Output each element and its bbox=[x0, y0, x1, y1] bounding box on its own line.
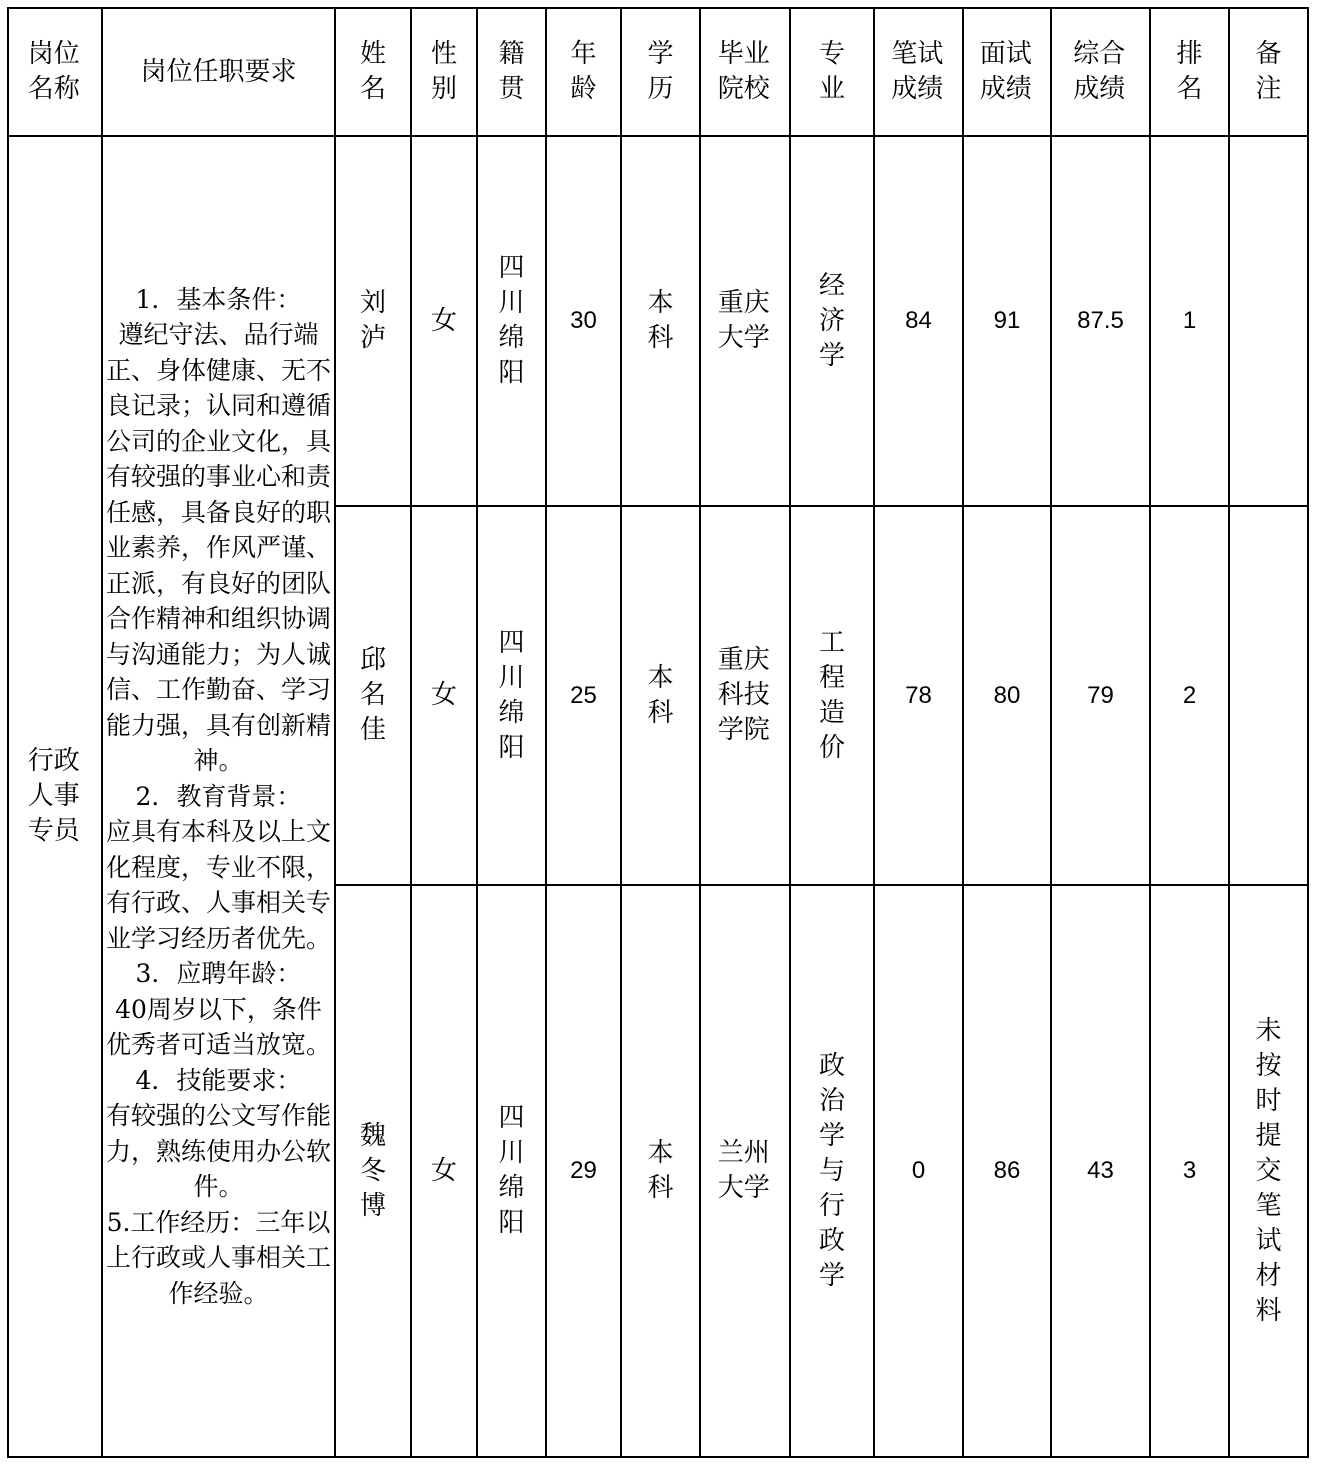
req-basic-text: 遵纪守法、品行端正、身体健康、无不良记录；认同和遵循公司的企业文化，具有较强的事业心和责任感，具备良好的职业素养，作风严谨、正派，有良好的团队合作精神和组织协调与沟通能力；为人诚信、工作勤奋、学习能力强，具有创新精神。 bbox=[105, 320, 331, 776]
cell-rank: 1 bbox=[1150, 136, 1229, 506]
header-education: 学历 bbox=[621, 8, 700, 136]
req-age-title: 3．应聘年龄： bbox=[135, 959, 302, 989]
recruitment-results-table bbox=[7, 7, 1309, 1458]
cell-age: 30 bbox=[546, 136, 621, 506]
header-age: 年龄 bbox=[546, 8, 621, 136]
cell-age: 29 bbox=[546, 885, 621, 1457]
requirements-cell bbox=[102, 136, 335, 1457]
cell-rank: 2 bbox=[1150, 506, 1229, 885]
req-basic-title: 1．基本条件： bbox=[135, 284, 302, 314]
cell-interview-score: 80 bbox=[963, 506, 1051, 885]
cell-name: 刘泸 bbox=[335, 136, 411, 506]
req-skills-text: 有较强的公文写作能力，熟练使用办公软件。 bbox=[105, 1101, 331, 1202]
cell-native-place: 四川绵阳 bbox=[477, 506, 546, 885]
cell-interview-score: 91 bbox=[963, 136, 1051, 506]
cell-major: 政治学与行政学 bbox=[790, 885, 874, 1457]
cell-native-place: 四川绵阳 bbox=[477, 885, 546, 1457]
cell-gender: 女 bbox=[411, 136, 477, 506]
cell-remarks bbox=[1229, 136, 1308, 506]
header-name: 姓名 bbox=[335, 8, 411, 136]
cell-school: 重庆科技学院 bbox=[700, 506, 790, 885]
req-education-title: 2．教育背景： bbox=[135, 781, 302, 811]
cell-major: 经济学 bbox=[790, 136, 874, 506]
header-remarks: 备注 bbox=[1229, 8, 1308, 136]
cell-name: 魏冬博 bbox=[335, 885, 411, 1457]
cell-interview-score: 86 bbox=[963, 885, 1051, 1457]
cell-education: 本科 bbox=[621, 506, 700, 885]
cell-remarks: 未按时提交笔试材料 bbox=[1229, 885, 1308, 1457]
cell-written-score: 78 bbox=[874, 506, 963, 885]
header-total-score: 综合成绩 bbox=[1051, 8, 1150, 136]
table-row bbox=[8, 136, 1308, 506]
cell-rank: 3 bbox=[1150, 885, 1229, 1457]
cell-total-score: 87.5 bbox=[1051, 136, 1150, 506]
header-gender: 性别 bbox=[411, 8, 477, 136]
cell-total-score: 43 bbox=[1051, 885, 1150, 1457]
header-row bbox=[8, 8, 1308, 136]
req-education-text: 应具有本科及以上文化程度，专业不限，有行政、人事相关专业学习经历者优先。 bbox=[105, 817, 331, 953]
header-requirements: 岗位任职要求 bbox=[102, 8, 335, 136]
req-skills-title: 4．技能要求： bbox=[135, 1065, 302, 1095]
cell-written-score: 84 bbox=[874, 136, 963, 506]
cell-education: 本科 bbox=[621, 136, 700, 506]
header-native-place: 籍贯 bbox=[477, 8, 546, 136]
cell-total-score: 79 bbox=[1051, 506, 1150, 885]
cell-education: 本科 bbox=[621, 885, 700, 1457]
cell-school: 兰州大学 bbox=[700, 885, 790, 1457]
header-rank: 排名 bbox=[1150, 8, 1229, 136]
header-position: 岗位名称 bbox=[8, 8, 102, 136]
position-cell: 行政人事专员 bbox=[8, 136, 102, 1457]
cell-major: 工程造价 bbox=[790, 506, 874, 885]
header-major: 专业 bbox=[790, 8, 874, 136]
cell-written-score: 0 bbox=[874, 885, 963, 1457]
cell-name: 邱名佳 bbox=[335, 506, 411, 885]
cell-remarks bbox=[1229, 506, 1308, 885]
cell-native-place: 四川绵阳 bbox=[477, 136, 546, 506]
cell-school: 重庆大学 bbox=[700, 136, 790, 506]
cell-gender: 女 bbox=[411, 506, 477, 885]
header-interview-score: 面试成绩 bbox=[963, 8, 1051, 136]
req-experience: 5.工作经历：三年以上行政或人事相关工作经验。 bbox=[105, 1207, 331, 1308]
header-written-score: 笔试成绩 bbox=[874, 8, 963, 136]
cell-gender: 女 bbox=[411, 885, 477, 1457]
cell-age: 25 bbox=[546, 506, 621, 885]
req-age-text: 40周岁以下，条件优秀者可适当放宽。 bbox=[105, 994, 331, 1060]
header-school: 毕业院校 bbox=[700, 8, 790, 136]
